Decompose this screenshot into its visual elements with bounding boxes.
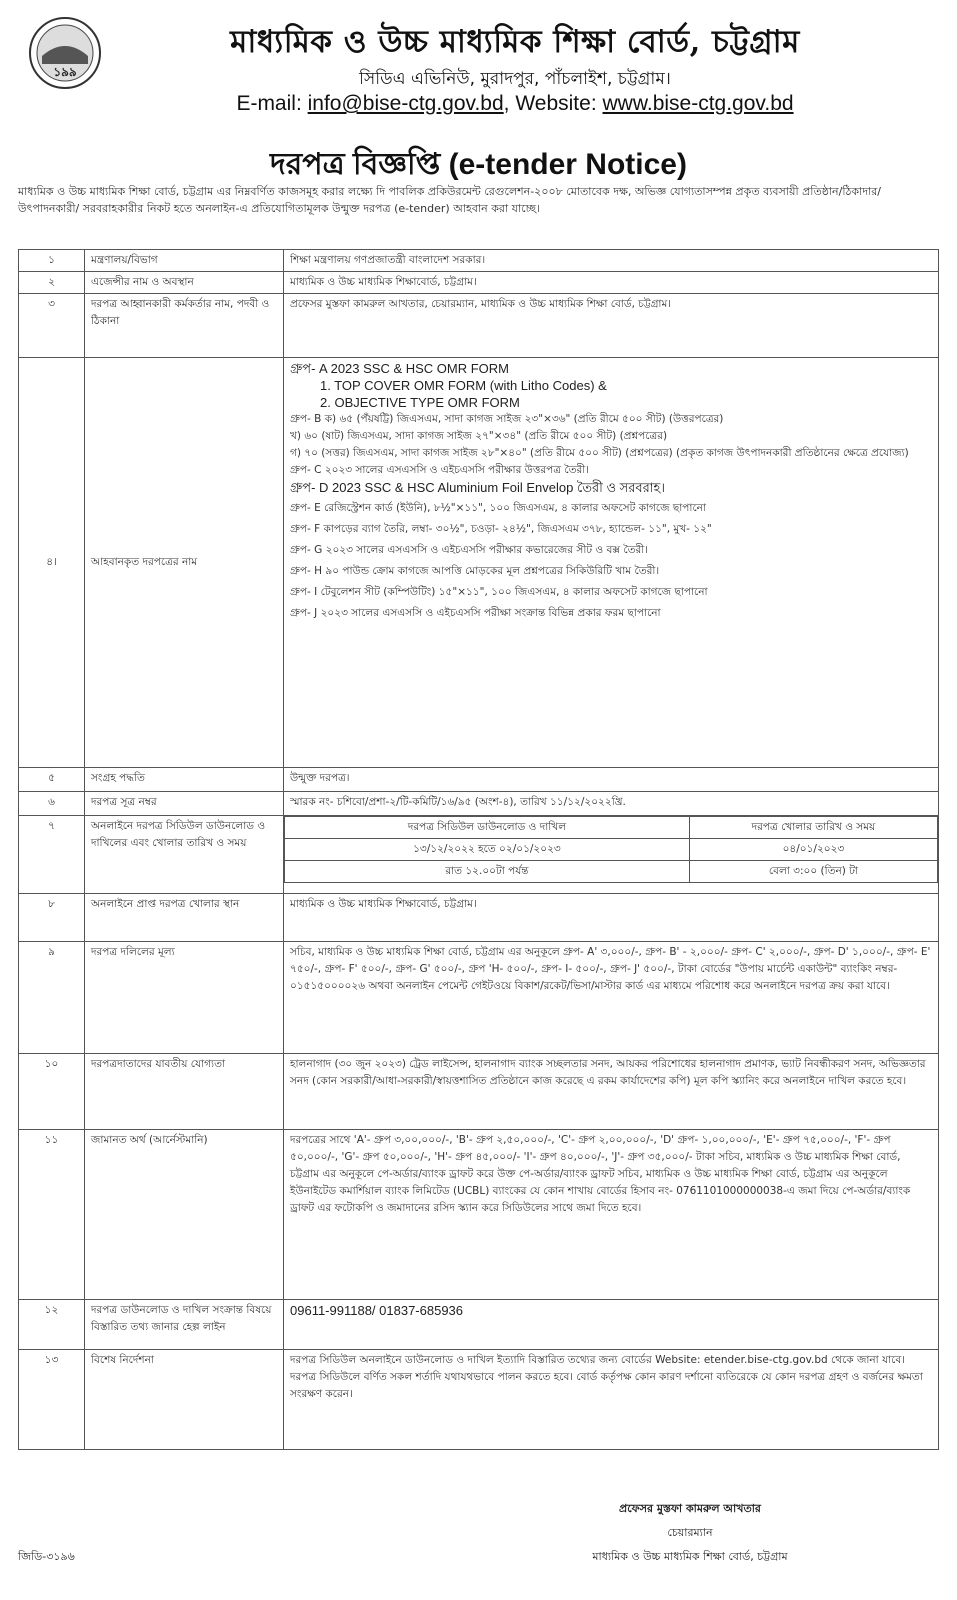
email-link[interactable]: info@bise-ctg.gov.bd xyxy=(307,92,504,115)
signatory-designation: চেয়ারম্যান xyxy=(667,1526,713,1539)
signatory-office: মাধ্যমিক ও উচ্চ মাধ্যমিক শিক্ষা বোর্ড, চট্টগ্রাম xyxy=(592,1550,788,1563)
lot-item: গ্রুপ- J ২০২৩ সালের এসএসসি ও এইচএসসি পরীক্ষা সংক্রান্ত বিভিন্ন প্রকার ফরম ছাপানো xyxy=(290,607,661,619)
row-number: ৮ xyxy=(19,894,85,942)
row-number: ৯ xyxy=(19,942,85,1054)
board-title: মাধ্যমিক ও উচ্চ মাধ্যমিক শিক্ষা বোর্ড, চট্টগ্রাম xyxy=(230,24,800,60)
lot-item: 2. OBJECTIVE TYPE OMR FORM xyxy=(320,395,520,410)
tender-row xyxy=(19,816,939,894)
tender-row xyxy=(19,1054,939,1130)
notice-header xyxy=(0,0,957,140)
tender-row xyxy=(19,358,939,768)
row-value: উন্মুক্ত দরপত্র। xyxy=(284,768,939,792)
website-label: Website: xyxy=(515,92,597,115)
row-value: মাধ্যমিক ও উচ্চ মাধ্যমিক শিক্ষাবোর্ড, চট্টগ্রাম। xyxy=(284,894,939,942)
lot-item: খ) ৬০ (ষাট) জিএসএম, সাদা কাগজ সাইজ ২৭"×৩৪" (প্রতি রীমে ৫০০ সীট) (প্রশ্নপত্রের) xyxy=(290,430,668,442)
tender-row xyxy=(19,942,939,1054)
tender-row xyxy=(19,294,939,358)
lot-item: গ) ৭০ (সত্তর) জিএসএম, সাদা কাগজ সাইজ ২৮"×৪০" (প্রতি রীমে ৫০০ সীট) (প্রশ্নপত্রের) (প্রকৃত কাগজ উৎপাদনকারী প্রতিষ্ঠানের ক্ষেত্রে প্রযোজ্য) xyxy=(290,447,909,459)
row-label: দরপত্র সূত্র নম্বর xyxy=(85,792,284,816)
email-label: E-mail: xyxy=(236,92,302,115)
schedule-cell: ১৩/১২/২০২২ হতে ০২/০১/২০২৩ xyxy=(285,839,690,861)
notice-title: দরপত্র বিজ্ঞপ্তি (e-tender Notice) xyxy=(270,148,687,181)
schedule-cell: বেলা ৩:০০ (তিন) টা xyxy=(689,861,937,883)
row-value: 09611-991188/ 01837-685936 xyxy=(284,1300,939,1350)
svg-text:১৯৯: ১৯৯ xyxy=(53,65,77,79)
row-label: বিশেষ নির্দেশনা xyxy=(85,1350,284,1450)
row-number: ৩ xyxy=(19,294,85,358)
row-number: ৪। xyxy=(19,358,85,768)
tender-row xyxy=(19,1300,939,1350)
board-seal-logo xyxy=(28,16,102,90)
row-value: মাধ্যমিক ও উচ্চ মাধ্যমিক শিক্ষাবোর্ড, চট্টগ্রাম। xyxy=(284,272,939,294)
tender-row xyxy=(19,894,939,942)
row-label: জামানত অর্থ (আর্নেস্টমানি) xyxy=(85,1130,284,1300)
row-number: ২ xyxy=(19,272,85,294)
row-value: দরপত্রের সাথে 'A'- গ্রুপ ৩,০০,০০০/-, 'B'- গ্রুপ ২,৫০,০০০/-, 'C'- গ্রুপ ২,০০,০০০/-, 'D' গ্রুপ- ১,০০,০০০/-, 'E'- গ্রুপ ৭৫,০০০/-, 'F'- গ্রুপ ৫০,০০০/-, 'G'- গ্রুপ ৫০,০০০/-, 'H'- গ্রুপ ৪৫,০০০/- 'I'- গ্রুপ ৪০,০০০/-, 'J'- গ্রুপ ৩৫,০০০/- টাকা সচিব, মাধ্যমিক ও উচ্চ মাধ্যমিক শিক্ষা বোর্ড, চট্টগ্রাম এর অনুকূলে পে-অর্ডার/ব্যাংক ড্রাফট করে উক্ত পে-অর্ডার/ব্যাংক ড্রাফট সচিব, মাধ্যমিক ও উচ্চ মাধ্যমিক শিক্ষা বোর্ড, চট্টগ্রাম এর অনুকূলে ইউনাইটেড কমার্শিয়াল ব্যাংক লিমিটেড (UCBL) ব্যাংকের যে কোন শাখায় বোর্ডের হিসাব নং- 0761101000000038-এ জমা দিয়ে পে-অর্ডার/ব্যাংক ড্রাফট এর ফটোকপি ও জমাদানের রসিদ স্ক্যান করে সিডিউলের সাথে জমা দিতে হবে। xyxy=(284,1130,939,1300)
schedule-subtable xyxy=(284,816,938,883)
lot-item: গ্রুপ- C ২০২৩ সালের এসএসসি ও এইচএসসি পরীক্ষার উত্তরপত্র তৈরী। xyxy=(290,464,589,476)
row-number: ১ xyxy=(19,250,85,272)
row-label: দরপত্র দলিলের মূল্য xyxy=(85,942,284,1054)
row-value: দরপত্র সিডিউল অনলাইনে ডাউনলোড ও দাখিল ইত্যাদি বিস্তারিত তথ্যের জন্য বোর্ডের Website: etender.bise-ctg.gov.bd থেকে জানা যাবে। দরপত্র সিডিউলে বর্ণিত সকল শর্তাদি যথাযথভাবে পালন করতে হবে। বোর্ড কর্তৃপক্ষ কোন কারণ দর্শানো ব্যতিরেকে যে কোন দরপত্র গ্রহণ ও বর্জনের ক্ষমতা সংরক্ষণ করেন। xyxy=(284,1350,939,1450)
tender-table xyxy=(18,249,939,1450)
intro-paragraph: মাধ্যমিক ও উচ্চ মাধ্যমিক শিক্ষা বোর্ড, চট্টগ্রাম এর নিম্নবর্ণিত কাজসমূহ করার লক্ষ্যে দি পাবলিক প্রকিউরমেন্ট রেগুলেশন-২০০৮ মোতাবেক দক্ষ, অভিজ্ঞ যোগ্যতাসম্পন্ন প্রকৃত ব্যবসায়ী প্রতিষ্ঠান/ঠিকাদার/উৎপাদনকারী/ সরবরাহকারীর নিকট হতে অনলাইন-এ প্রতিযোগিতামূলক উন্মুক্ত দরপত্র (e-tender) আহবান করা যাচ্ছে। xyxy=(18,185,881,215)
tender-row xyxy=(19,1350,939,1450)
schedule-cell: রাত ১২.০০টা পর্যন্ত xyxy=(285,861,690,883)
row-number: ১১ xyxy=(19,1130,85,1300)
row-label: মন্ত্রণালয়/বিভাগ xyxy=(85,250,284,272)
row-value: হালনাগাদ (৩০ জুন ২০২৩) ট্রেড লাইসেন্স, হালনাগাদ ব্যাংক সচ্ছলতার সনদ, আয়কর পরিশোধের হালনাগাদ প্রমাণক, ভ্যাট নিবন্ধীকরণ সনদ, অভিজ্ঞতার সনদ (কোন সরকারী/আধা-সরকারী/স্বায়ত্তশাসিত প্রতিষ্ঠানে কাজ করেছে এ রকম কার্যাদেশের কপি) মূল কপি স্ক্যানিং করে অনলাইনে দাখিল করতে হবে। xyxy=(284,1054,939,1130)
row-value: সচিব, মাধ্যমিক ও উচ্চ মাধ্যমিক শিক্ষা বোর্ড, চট্টগ্রাম এর অনুকূলে গ্রুপ- A' ৩,০০০/-, গ্রুপ- B' - ২,০০০/- গ্রুপ- C' ২,০০০/-, গ্রুপ- D' ১,০০০/-, গ্রুপ- E' ৭৫০/-, গ্রুপ- F' ৫০০/-, গ্রুপ- G' ৫০০/-, গ্রুপ 'H- ৫০০/-, গ্রুপ- I- ৫০০/-, গ্রুপ- J' ৫০০/-, টাকা বোর্ডের "উপায় মার্চেন্ট একাউন্ট" ব্যাংকিং নম্বর- ০১৫১৫০০০০২৬ অথবা অনলাইন পেমেন্ট গেইটওয়ে বিকাশ/রকেট/ভিসা/মাস্টার কার্ড এর মাধ্যমে পরিশোধ করে অনলাইনে দরপত্র ক্রয় করা যাবে। xyxy=(284,942,939,1054)
tender-row xyxy=(19,768,939,792)
lot-item: গ্রুপ- I টেবুলেশন সীট (কম্পিউটিং) ১৫"×১১", ১০০ জিএসএম, ৪ কালার অফসেট কাগজে ছাপানো xyxy=(290,586,708,598)
contact-line: E-mail: info@bise-ctg.gov.bd, Website: www.bise-ctg.gov.bd xyxy=(236,92,794,115)
row-label: আহবানকৃত দরপত্রের নাম xyxy=(85,358,284,768)
row-value: প্রফেসর মুস্তফা কামরুল আখতার, চেয়ারম্যান, মাধ্যমিক ও উচ্চ মাধ্যমিক শিক্ষা বোর্ড, চট্টগ্রাম। xyxy=(284,294,939,358)
tender-row xyxy=(19,792,939,816)
schedule-cell: দরপত্র সিডিউল ডাউনলোড ও দাখিল xyxy=(285,817,690,839)
row-value: শিক্ষা মন্ত্রণালয় গণপ্রজাতন্ত্রী বাংলাদেশ সরকার। xyxy=(284,250,939,272)
row-number: ৫ xyxy=(19,768,85,792)
row-value: স্মারক নং- চশিবো/প্রশা-২/টি-কমিটি/১৬/৯৫ (অংশ-৪), তারিখ ১১/১২/২০২২খ্রি. xyxy=(284,792,939,816)
signature-block xyxy=(560,1497,820,1569)
tender-row xyxy=(19,1130,939,1300)
row-label: দরপত্র ডাউনলোড ও দাখিল সংক্রান্ত বিষয়ে বিস্তারিত তথ্য জানার হেল্প লাইন xyxy=(85,1300,284,1350)
lot-item: গ্রুপ- F কাপড়ের ব্যাগ তৈরি, লম্বা- ৩০½", চওড়া- ২৪½", জিএসএম ৩৭৮, হ্যান্ডেল- ১১", মুখ- ১২" xyxy=(290,523,712,535)
lot-item: গ্রুপ- A 2023 SSC & HSC OMR FORM xyxy=(290,361,510,376)
lot-item: 1. TOP COVER OMR FORM (with Litho Codes) & xyxy=(320,378,607,393)
row-label: দরপত্র আহ্বানকারী কর্মকর্তার নাম, পদবী ও ঠিকানা xyxy=(85,294,284,358)
row-value xyxy=(284,816,939,894)
gd-reference-code: জিডি-৩১৯৬ xyxy=(18,1550,75,1563)
schedule-cell: ০৪/০১/২০২৩ xyxy=(689,839,937,861)
board-address: সিডিএ এভিনিউ, মুরাদপুর, পাঁচলাইশ, চট্টগ্রাম। xyxy=(359,69,671,89)
schedule-cell: দরপত্র খোলার তারিখ ও সময় xyxy=(689,817,937,839)
signatory-name: প্রফেসর মুস্তফা কামরুল আখতার xyxy=(619,1502,761,1515)
lot-item: গ্রুপ- B ক) ৬৫ (পঁয়ষট্টি) জিএসএম, সাদা কাগজ সাইজ ২৩"×৩৬" (প্রতি রীমে ৫০০ সীট) (উত্তরপত্রের) xyxy=(290,413,724,425)
row-number: ১৩ xyxy=(19,1350,85,1450)
row-number: ১০ xyxy=(19,1054,85,1130)
row-number: ৬ xyxy=(19,792,85,816)
tender-row xyxy=(19,272,939,294)
lot-item: গ্রুপ- D 2023 SSC & HSC Aluminium Foil Envelop তৈরী ও সরবরাহ। xyxy=(290,480,666,495)
row-label: সংগ্রহ পদ্ধতি xyxy=(85,768,284,792)
website-link[interactable]: www.bise-ctg.gov.bd xyxy=(602,92,794,115)
row-label: অনলাইনে দরপত্র সিডিউল ডাউনলোড ও দাখিলের এবং খোলার তারিখ ও সময় xyxy=(85,816,284,894)
row-label: অনলাইনে প্রাপ্ত দরপত্র খোলার স্থান xyxy=(85,894,284,942)
row-number: ১২ xyxy=(19,1300,85,1350)
row-label: এজেন্সীর নাম ও অবস্থান xyxy=(85,272,284,294)
row-label: দরপত্রদাতাদের যাবতীয় যোগ্যতা xyxy=(85,1054,284,1130)
lot-item: গ্রুপ- G ২০২৩ সালের এসএসসি ও এইচএসসি পরীক্ষার কভারেজের সীট ও বক্স তৈরী। xyxy=(290,544,649,556)
lot-item: গ্রুপ- E রেজিস্ট্রেশন কার্ড (ইউনি), ৮½"×১১", ১০০ জিএসএম, ৪ কালার অফসেট কাগজে ছাপানো xyxy=(290,502,706,514)
row-number: ৭ xyxy=(19,816,85,894)
lot-item: গ্রুপ- H ৯০ পাউন্ড ক্রোম কাগজে আপত্তি মোড়কের মূল প্রশ্নপত্রের সিকিউরিটি খাম তৈরী। xyxy=(290,565,660,577)
tender-row xyxy=(19,250,939,272)
row-value xyxy=(284,358,939,768)
